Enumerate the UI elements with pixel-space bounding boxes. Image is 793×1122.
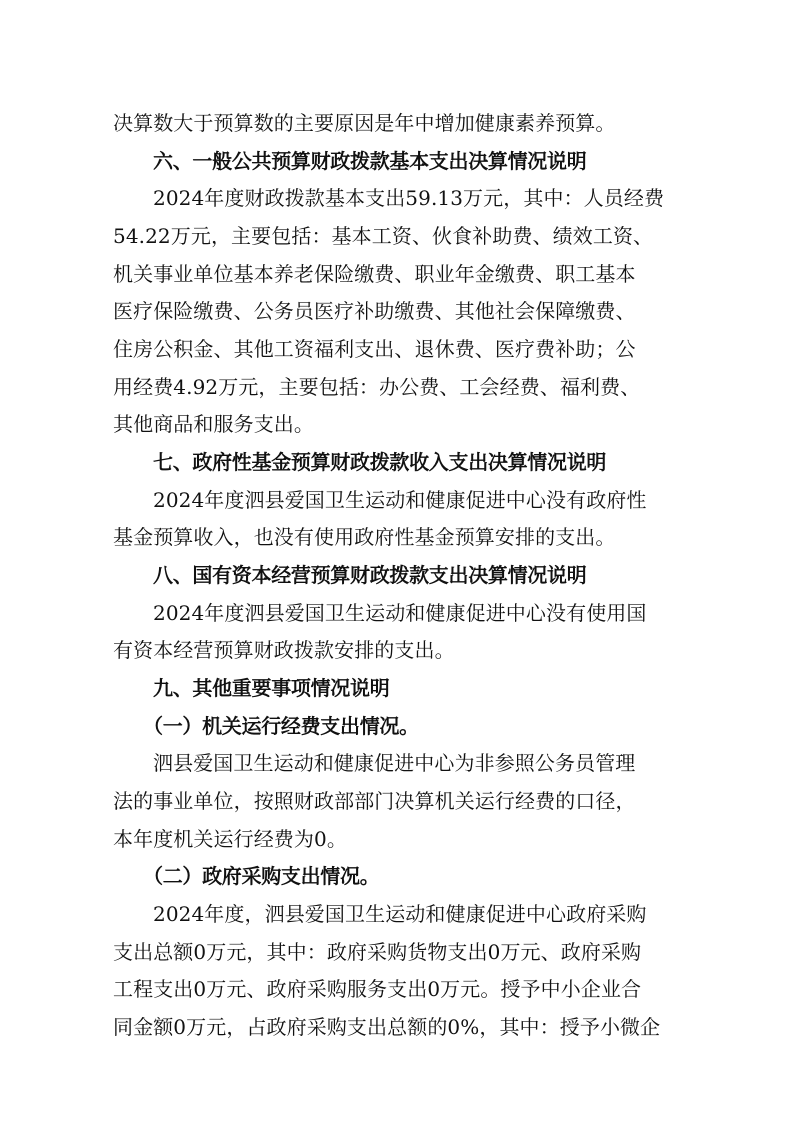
paragraph-line: 基金预算收入，也没有使用政府性基金预算安排的支出。: [113, 525, 616, 549]
paragraph-line: 2024年度，泗县爱国卫生运动和健康促进中心政府采购: [153, 902, 647, 926]
paragraph-line: 支出总额0万元，其中：政府采购货物支出0万元、政府采购: [113, 940, 642, 964]
paragraph-line: 2024年度财政拨款基本支出59.13万元，其中：人员经费: [153, 186, 665, 210]
paragraph-line: 同金额0万元，占政府采购支出总额的0%，其中：授予小微企: [113, 1015, 661, 1039]
subsection-heading-9-1: （一）机关运行经费支出情况。: [143, 714, 419, 738]
paragraph-line: 法的事业单位，按照财政部部门决算机关运行经费的口径，: [113, 789, 636, 813]
paragraph-line: 医疗保险缴费、公务员医疗补助缴费、其他社会保障缴费、: [113, 299, 636, 323]
paragraph-line: 54.22万元，主要包括：基本工资、伙食补助费、绩效工资、: [113, 224, 654, 248]
subsection-heading-9-2: （二）政府采购支出情况。: [143, 864, 380, 888]
paragraph-line: 用经费4.92万元，主要包括：办公费、工会经费、福利费、: [113, 375, 641, 399]
paragraph-line: 决算数大于预算数的主要原因是年中增加健康素养预算。: [113, 111, 616, 135]
section-heading-8: 八、国有资本经营预算财政拨款支出决算情况说明: [153, 563, 587, 587]
paragraph-line: 本年度机关运行经费为0。: [113, 827, 347, 851]
section-heading-6: 六、一般公共预算财政拨款基本支出决算情况说明: [153, 149, 587, 173]
paragraph-line: 工程支出0万元、政府采购服务支出0万元。授予中小企业合: [113, 977, 642, 1001]
section-heading-7: 七、政府性基金预算财政拨款收入支出决算情况说明: [153, 450, 607, 474]
paragraph-line: 其他商品和服务支出。: [113, 412, 314, 436]
section-heading-9: 九、其他重要事项情况说明: [153, 676, 390, 700]
paragraph-line: 2024年度泗县爱国卫生运动和健康促进中心没有使用国: [153, 601, 647, 625]
paragraph-line: 有资本经营预算财政拨款安排的支出。: [113, 638, 455, 662]
paragraph-line: 机关事业单位基本养老保险缴费、职业年金缴费、职工基本: [113, 262, 636, 286]
paragraph-line: 泗县爱国卫生运动和健康促进中心为非参照公务员管理: [153, 751, 636, 775]
paragraph-line: 住房公积金、其他工资福利支出、退休费、医疗费补助；公: [113, 337, 636, 361]
paragraph-line: 2024年度泗县爱国卫生运动和健康促进中心没有政府性: [153, 488, 647, 512]
